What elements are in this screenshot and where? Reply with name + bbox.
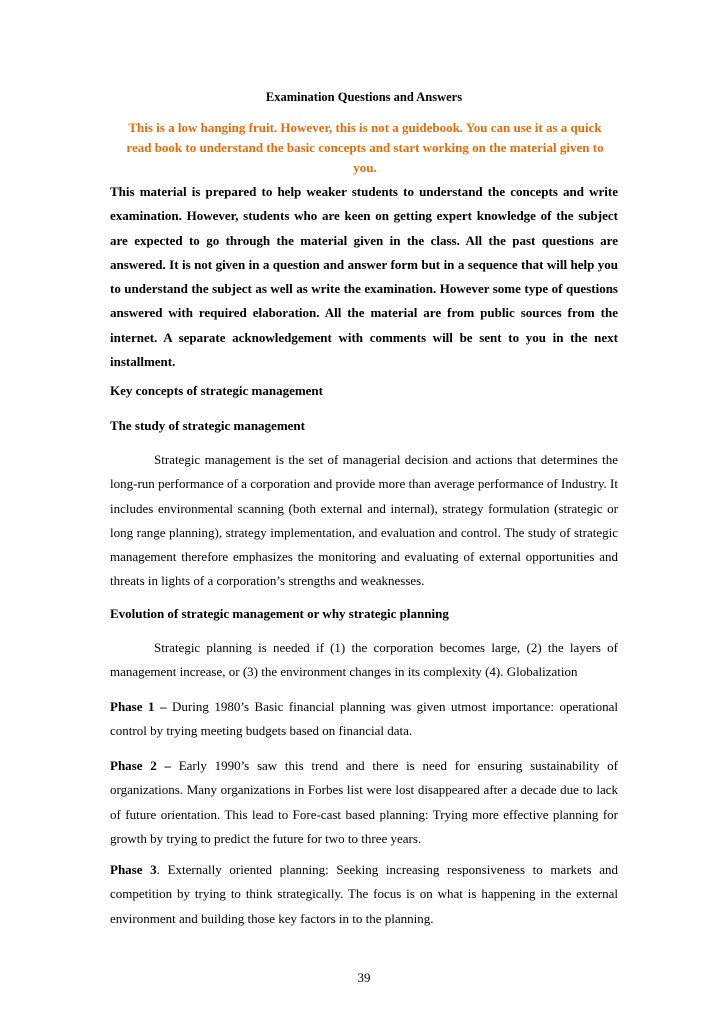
intro-paragraph: This material is prepared to help weaker students to understand the concepts and write examination. However, students who are keen on getting expert knowledge of the subject are expected to go through the material given in the class. All the past questions are answered. It is not given in a question and answer form but in a sequence that will help you to understand the subject as well as write the examination. However some type of questions answered with required elaboration. All the material are from public sources from the internet. A separate acknowledgement with comments will be sent to you in the next installment.: [110, 184, 618, 370]
phase-3-paragraph: [110, 858, 618, 931]
phase-1-text: During 1980’s Basic financial planning was given utmost importance: operational control by trying meeting budgets based on financial data.: [110, 699, 618, 739]
notice-text: This is a low hanging fruit. However, this is not a guidebook. You can use it as a quick read book to understand the basic concepts and start working on the material given to you.: [126, 120, 604, 175]
phase-3-label: Phase 3: [110, 862, 157, 877]
document-title: Examination Questions and Answers: [265, 90, 463, 104]
heading-key-concepts: Key concepts of strategic management: [110, 383, 323, 398]
heading-study: The study of strategic management: [110, 418, 305, 433]
heading-evolution: Evolution of strategic management or why strategic planning: [110, 606, 449, 621]
phase-1-paragraph: [110, 695, 618, 744]
phase-2-text: Early 1990’s saw this trend and there is need for ensuring sustainability of organizations. Many organizations in Forbes list were lost disappeared after a decade due to lack of future orientation. This lead to Fore-cast based planning: Trying more effective planning for growth by trying to predict the future for two to three years.: [110, 758, 619, 846]
study-paragraph: Strategic management is the set of managerial decision and actions that determines the long-run performance of a corporation and provide more than average performance of Industry. It includes environmental scanning (both external and internal), strategy formulation (strategic or long range planning), strategy implementation, and evaluation and control. The study of strategic management therefore emphasizes the monitoring and evaluating of external opportunities and threats in lights of a corporation’s strengths and weaknesses.: [110, 452, 618, 589]
evolution-paragraph: Strategic planning is needed if (1) the corporation becomes large, (2) the layers of management increase, or (3) the environment changes in its complexity (4). Globalization: [110, 640, 618, 680]
phase-3-text: . Externally oriented planning: Seeking increasing responsiveness to markets and competition by trying to think strategically. The focus is on what is happening in the external environment and building those key factors in to the planning.: [110, 862, 619, 926]
page-number: 39: [357, 970, 371, 985]
phase-2-label: Phase 2 –: [110, 758, 171, 773]
phase-1-label: Phase 1 –: [110, 699, 167, 714]
phase-2-paragraph: [110, 754, 618, 851]
